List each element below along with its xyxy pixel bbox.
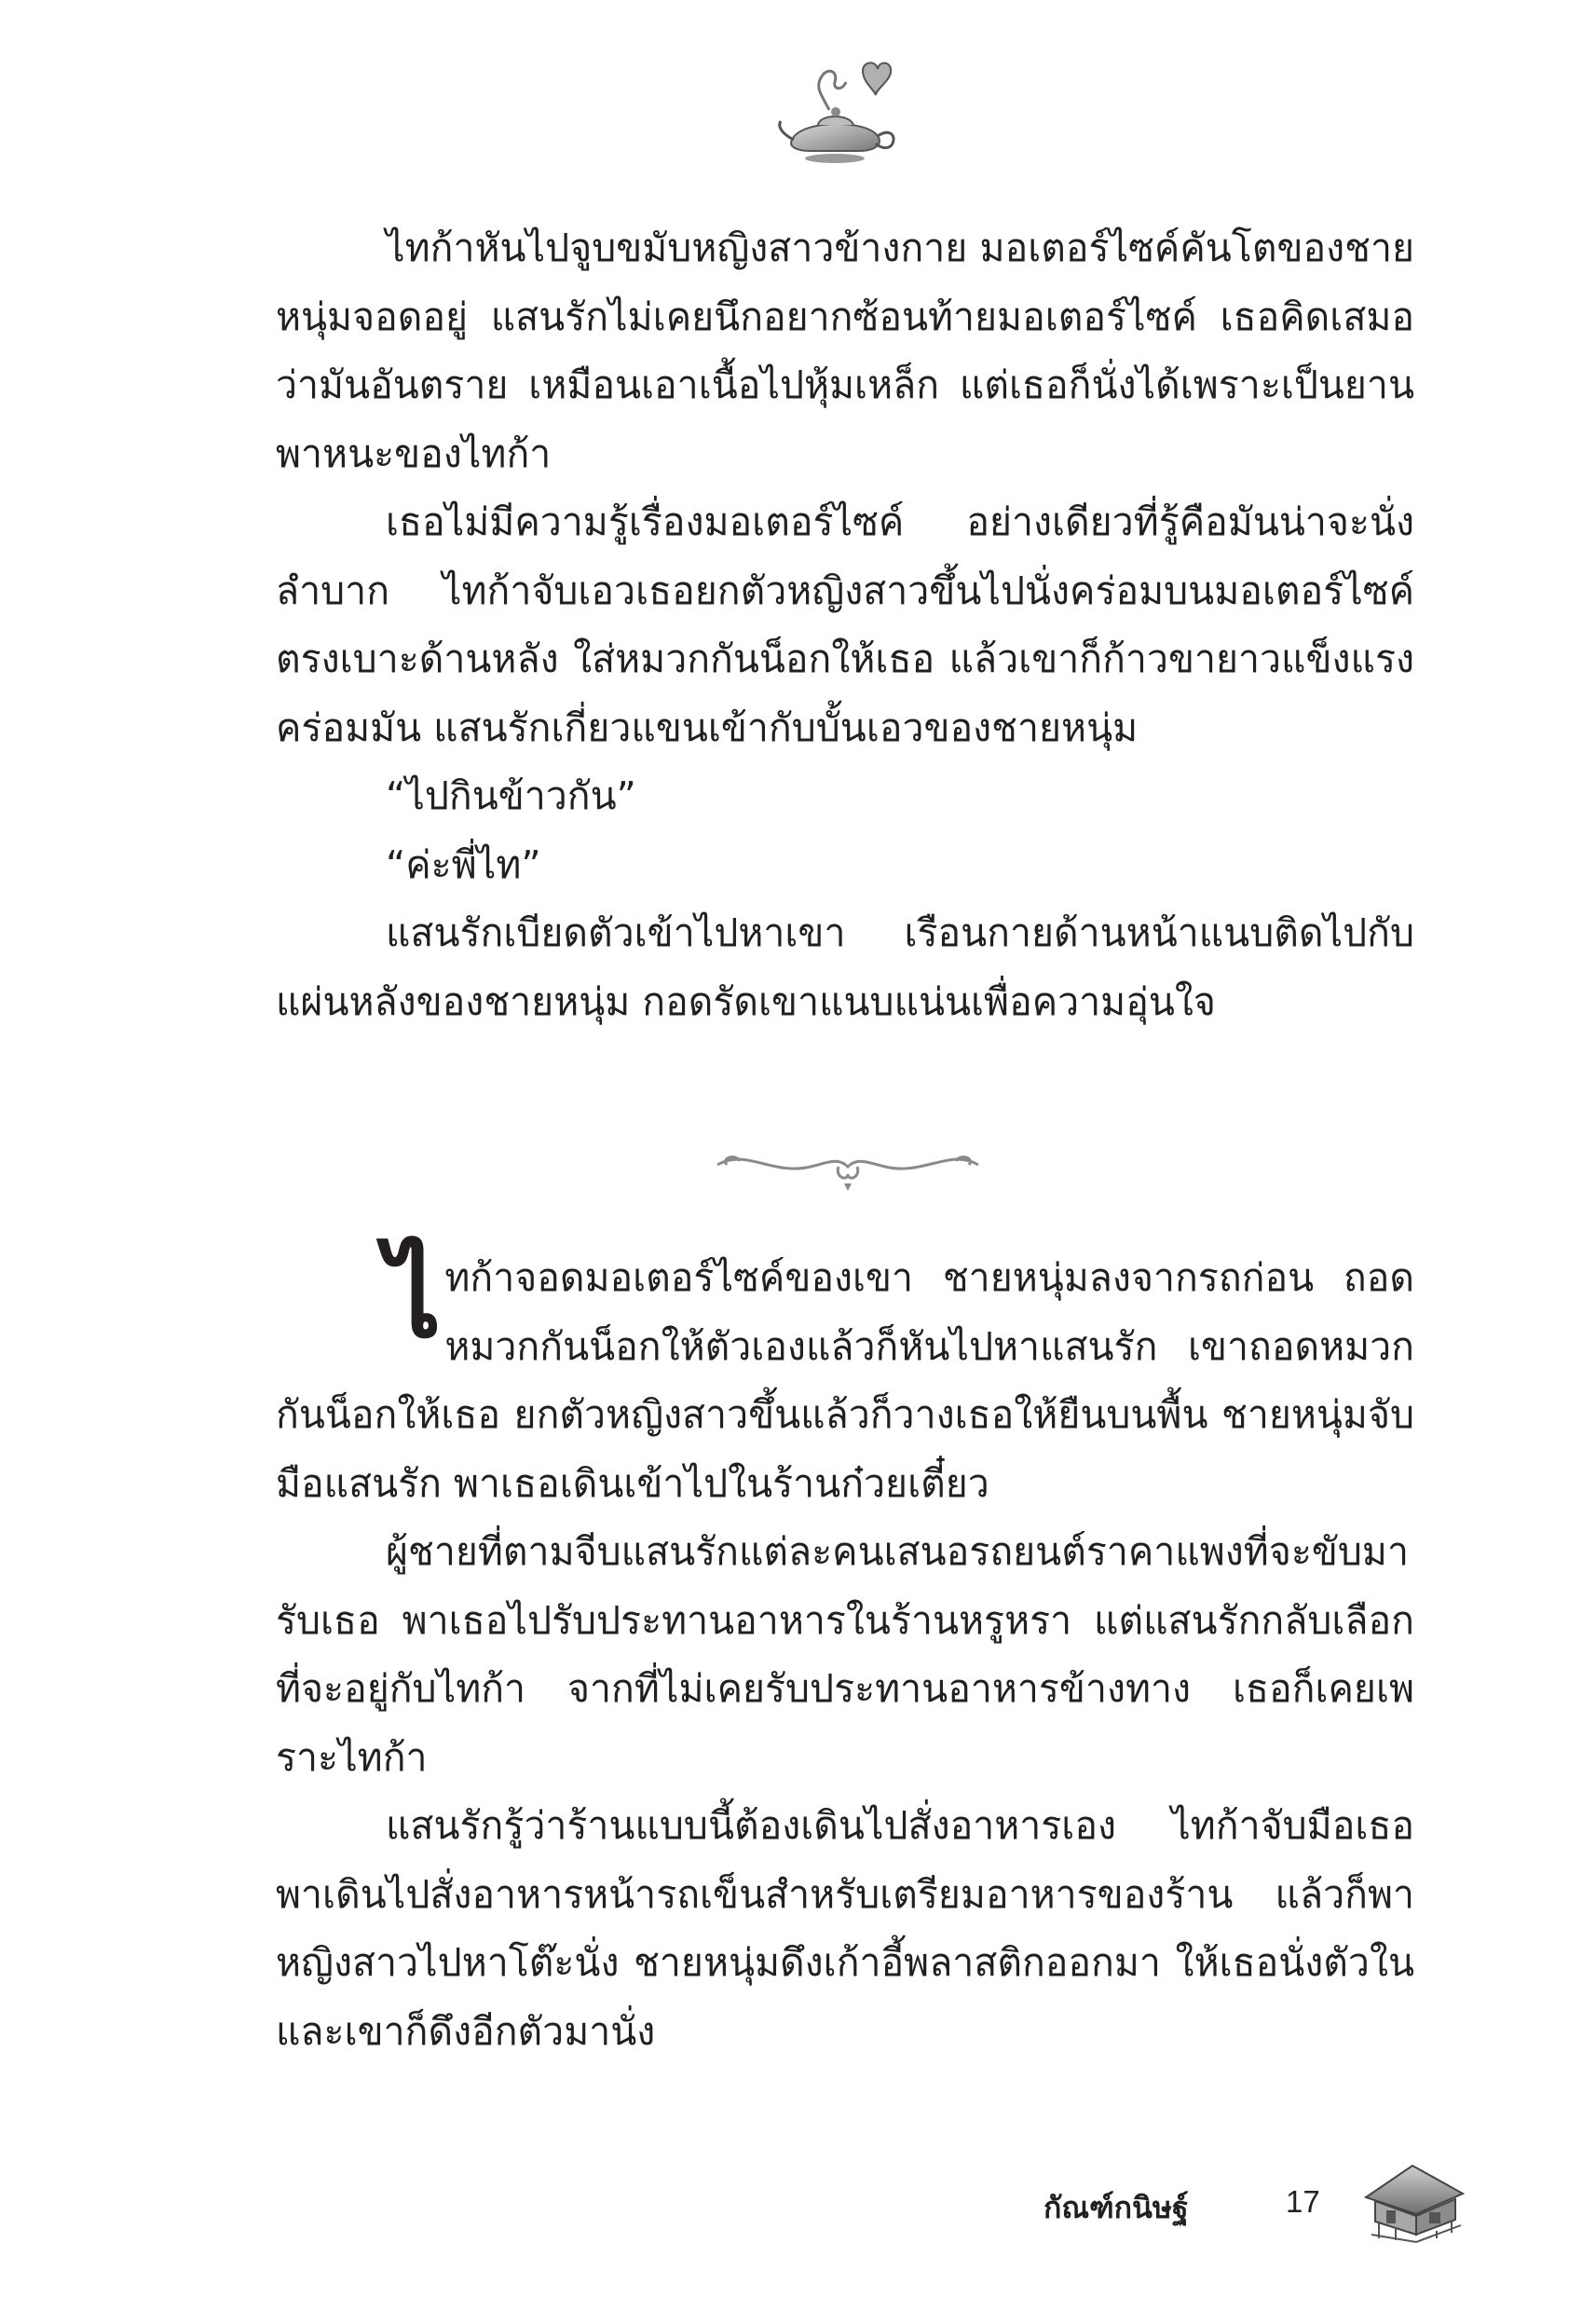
house-icon <box>1358 2158 1470 2244</box>
flourish-divider-icon <box>708 1139 988 1195</box>
page-number: 17 <box>1286 2184 1320 2219</box>
paragraph-with-dropcap <box>276 1233 1414 1518</box>
paragraph: เธอไม่มีความรู้เรื่องมอเตอร์ไซค์ อย่างเดียวที่รู้คือมันน่าจะนั่งลำบาก ไทก้าจับเอวเธอยกตัวหญิงสาวขึ้นไปนั่งคร่อมบนมอเตอร์ไซค์ตรงเบาะด้านหลัง ใส่หมวกกันน็อกให้เธอ แล้วเขาก็ก้าวขายาวแข็งแรงคร่อมมัน แสนรักเกี่ยวแขนเข้ากับบั้นเอวของชายหนุ่ม <box>276 499 1414 750</box>
dialogue-line: “ไปกินข้าวกัน” <box>386 773 636 818</box>
book-title: กัณฑ์กนิษฐ์ <box>1044 2190 1189 2225</box>
page-footer <box>1025 2158 1509 2242</box>
section-1-text <box>276 214 1414 1036</box>
paragraph: ไทก้าหันไปจูบขมับหญิงสาวข้างกาย มอเตอร์ไซค์คันโตของชายหนุ่มจอดอยู่ แสนรักไม่เคยนึกอยากซ้อนท้ายมอเตอร์ไซค์ เธอคิดเสมอว่ามันอันตราย เหมือนเอาเนื้อไปหุ้มเหล็ก แต่เธอก็นั่งได้เพราะเป็นยานพาหนะของไทก้า <box>276 226 1414 476</box>
paragraph: แสนรักรู้ว่าร้านแบบนี้ต้องเดินไปสั่งอาหารเอง ไทก้าจับมือเธอพาเดินไปสั่งอาหารหน้ารถเข็นสำหรับเตรียมอาหารของร้าน แล้วก็พาหญิงสาวไปหาโต๊ะนั่ง ชายหนุ่มดึงเก้าอี้พลาสติกออกมา ให้เธอนั่งตัวในและเขาก็ดึงอีกตัวมานั่ง <box>276 1803 1414 2054</box>
paragraph: แสนรักเบียดตัวเข้าไปหาเขา เรือนกายด้านหน้าแนบติดไปกับแผ่นหลังของชายหนุ่ม กอดรัดเขาแนบแน่นเพื่อความอุ่นใจ <box>276 910 1414 1024</box>
paragraph: ผู้ชายที่ตามจีบแสนรักแต่ละคนเสนอรถยนต์ราคาแพงที่จะขับมารับเธอ พาเธอไปรับประทานอาหารในร้านหรูหรา แต่แสนรักกลับเลือกที่จะอยู่กับไทก้า จากที่ไม่เคยรับประทานอาหารข้างทาง เธอก็เคยเพราะไทก้า <box>276 1529 1414 1780</box>
teapot-ornament-icon <box>773 54 904 166</box>
paragraph-text: ทก้าจอดมอเตอร์ไซค์ของเขา ชายหนุ่มลงจากรถก่อน ถอดหมวกกันน็อกให้ตัวเองแล้วก็หันไปหาแสนรัก เขาถอดหมวกกันน็อกให้เธอ ยกตัวหญิงสาวขึ้นแล้วก็วางเธอให้ยืนบนพื้น ชายหนุ่มจับมือแสนรัก พาเธอเดินเข้าไปในร้านก๋วยเตี๋ยว <box>276 1255 1414 1506</box>
dialogue-line: “ค่ะพี่ไท” <box>386 841 541 887</box>
dropcap: ไ <box>386 1233 442 1362</box>
section-2-text <box>276 1233 1414 2066</box>
